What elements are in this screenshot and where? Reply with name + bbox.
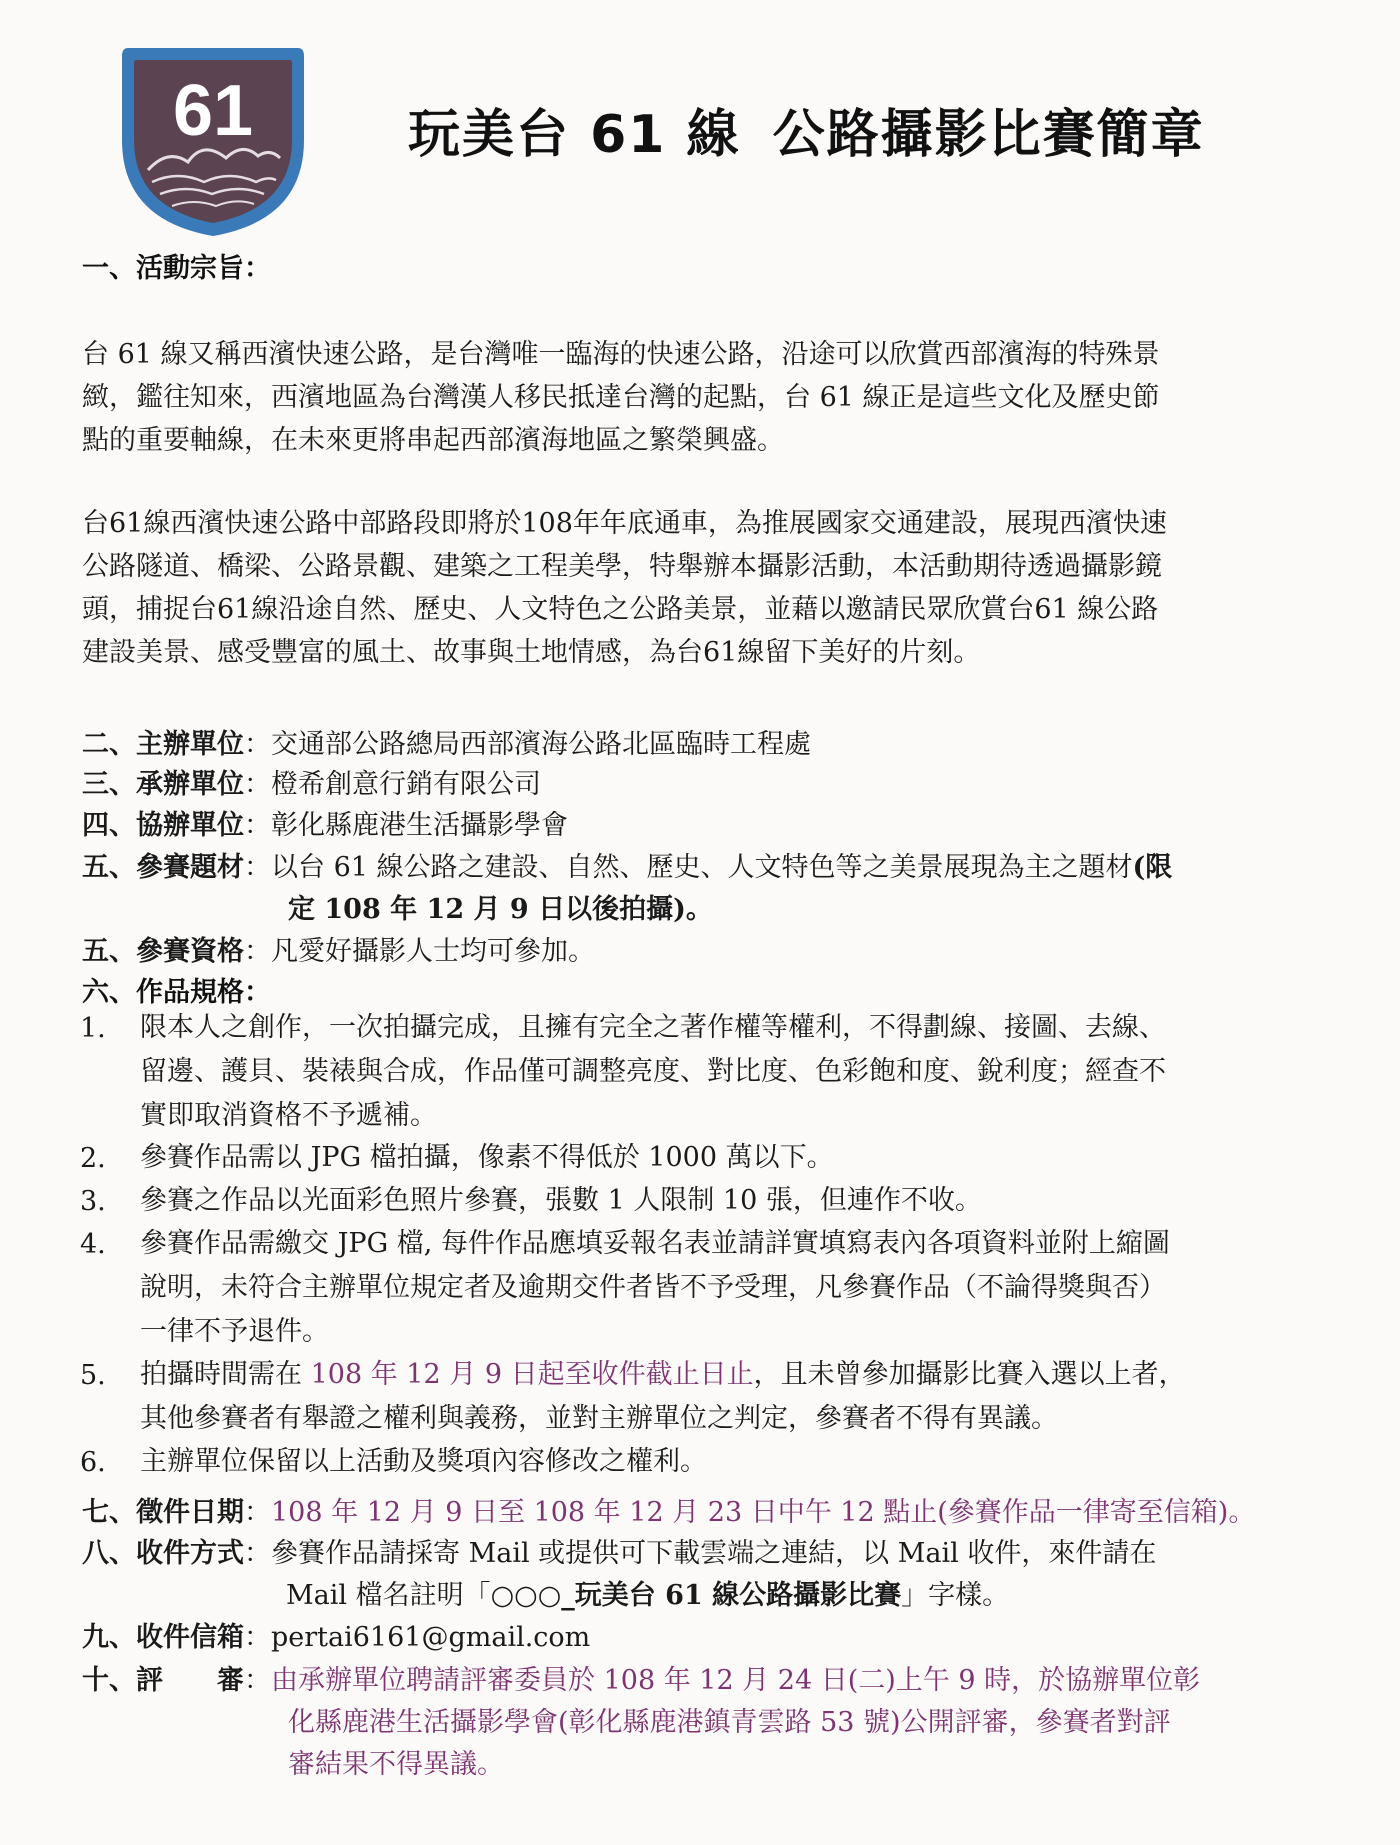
spec-item-5: 拍攝時間需在 108 年 12 月 9 日起至收件截止日止，且未曾參加攝影比賽入選以上者， 其他參賽者有舉證之權利與義務，並對主辦單位之判定，參賽者不得有異議。 [140,1359,1186,1434]
organizer-row: 二、主辦單位：交通部公路總局西部濱海公路北區臨時工程處 [82,729,811,760]
deadline-value: 108 年 12 月 9 日至 108 年 12 月 23 日中午 12 點止(參賽作品一律寄至信箱)。 [271,1497,1256,1528]
judging-row: 十、評 審：由承辦單位聘請評審委員於 108 年 12 月 24 日(二)上午 9 時，於協辦單位彰 [82,1665,1201,1696]
eligibility-row: 五、參賽資格：凡愛好攝影人士均可參加。 [82,936,595,967]
spec-item-6: 主辦單位保留以上活動及獎項內容修改之權利。 [140,1446,707,1477]
shooting-period-highlight: 108 年 12 月 9 日起至收件截止日止 [310,1359,754,1390]
executor-row: 三、承辦單位：橙希創意行銷有限公司 [82,769,541,800]
mailbox-row: 九、收件信箱：pertai6161@gmail.com [82,1622,591,1653]
submission-method-continued: Mail 檔名註明「○○○_玩美台 61 線公路攝影比賽」字樣。 [286,1580,1010,1611]
spec-item-number: 3. [80,1186,106,1217]
theme-row: 五、參賽題材：以台 61 線公路之建設、自然、歷史、人文特色等之美景展現為主之題材(限 [82,852,1173,883]
theme-row-continued: 定 108 年 12 月 9 日以後拍攝)。 [288,894,713,925]
purpose-paragraph-1: 台 61 線又稱西濱快速公路，是台灣唯一臨海的快速公路，沿途可以欣賞西部濱海的特殊景 緻，鑑往知來，西濱地區為台灣漢人移民抵達台灣的起點，台 61 線正是這些文化及歷史節 點的重要軸線，在未來更將串起西部濱海地區之繁榮興盛。 [82,339,1160,456]
spec-item-number: 5. [80,1360,106,1391]
spec-item-3: 參賽之作品以光面彩色照片參賽，張數 1 人限制 10 張，但連作不收。 [140,1185,982,1216]
submission-method-row: 八、收件方式：參賽作品請採寄 Mail 或提供可下載雲端之連結，以 Mail 收件，來件請在 [82,1538,1157,1569]
spec-item-number: 2. [80,1143,106,1174]
spec-item-number: 4. [80,1229,106,1260]
highway-61-logo [108,30,318,240]
spec-item-4: 參賽作品需繳交 JPG 檔, 每件作品應填妥報名表並請詳實填寫表內各項資料並附上縮圖 說明，未符合主辦單位規定者及逾期交件者皆不予受理，凡參賽作品（不論得獎與否） 一律不予退件。 [140,1228,1170,1347]
judging-continued-1: 化縣鹿港生活攝影學會(彰化縣鹿港鎮青雲路 53 號)公開評審，參賽者對評 [288,1707,1171,1738]
section1-heading: 一、活動宗旨： [82,253,271,284]
logo-number: 61 [172,71,254,151]
spec-item-1: 限本人之創作，一次拍攝完成，且擁有完全之著作權等權利，不得劃線、接圖、去線、 留邊、護貝、裝裱與合成，作品僅可調整亮度、對比度、色彩飽和度、銳利度；經查不 實即取消資格不予遞補。 [140,1012,1166,1131]
purpose-paragraph-2: 台61線西濱快速公路中部路段即將於108年年底通車，為推展國家交通建設，展現西濱快速 公路隧道、橋梁、公路景觀、建築之工程美學，特舉辦本攝影活動，本活動期待透過攝影鏡 頭，捕捉台61線沿途自然、歷史、人文特色之公路美景，並藉以邀請民眾欣賞台61 線公路 建設美景、感受豐富的風土、故事與土地情感，為台61線留下美好的片刻。 [82,508,1167,668]
title-part1: 玩美台 61 線 [408,105,741,165]
judging-continued-2: 審結果不得異議。 [288,1749,504,1780]
title-part2: 公路攝影比賽簡章 [772,105,1205,165]
email-address: ：pertai6161@gmail.com [244,1622,591,1653]
spec-item-number: 1. [80,1013,106,1044]
spec-heading: 六、作品規格： [82,977,271,1008]
co-organizer-row: 四、協辦單位：彰化縣鹿港生活攝影學會 [82,810,568,841]
deadline-row: 七、徵件日期：108 年 12 月 9 日至 108 年 12 月 23 日中午 12 點止(參賽作品一律寄至信箱)。 [82,1497,1256,1528]
spec-item-number: 6. [80,1447,106,1478]
spec-item-2: 參賽作品需以 JPG 檔拍攝，像素不得低於 1000 萬以下。 [140,1142,834,1173]
page-title [408,92,1205,167]
